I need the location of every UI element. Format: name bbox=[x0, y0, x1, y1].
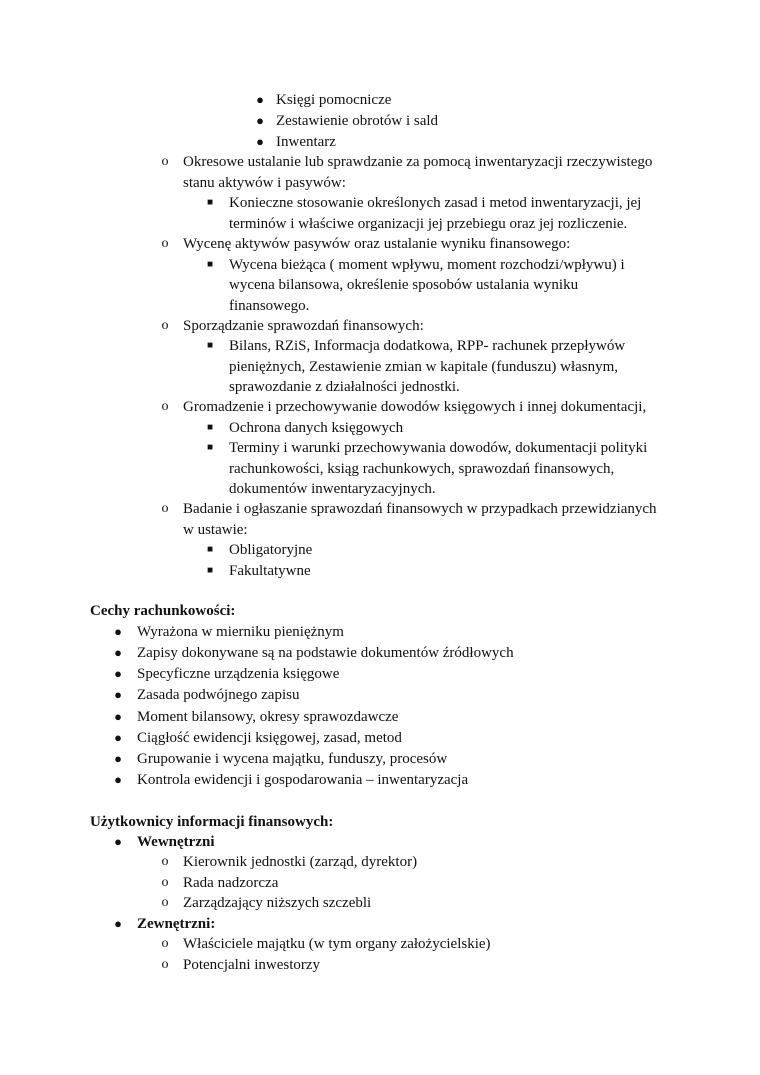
bullet-dot-icon: ● bbox=[114, 645, 122, 660]
list-item: Sporządzanie sprawozdań finansowych: bbox=[183, 318, 424, 334]
bullet-dot-icon: ● bbox=[114, 687, 122, 702]
bullet-dot-icon: ● bbox=[256, 134, 264, 149]
bullet-square-icon: ■ bbox=[206, 544, 214, 555]
bullet-circle-icon: o bbox=[161, 399, 169, 414]
bullet-circle-icon: o bbox=[161, 936, 169, 951]
list-item: Kierownik jednostki (zarząd, dyrektor) bbox=[183, 854, 418, 870]
bullet-circle-icon: o bbox=[161, 957, 169, 972]
list-item: finansowego. bbox=[229, 298, 310, 314]
bullet-square-icon: ■ bbox=[206, 259, 214, 270]
bullet-square-icon: ■ bbox=[206, 442, 214, 453]
list-item: Grupowanie i wycena majątku, funduszy, procesów bbox=[137, 751, 448, 767]
list-item: Gromadzenie i przechowywanie dowodów księgowych i innej dokumentacji, bbox=[183, 399, 647, 415]
bullet-dot-icon: ● bbox=[114, 709, 122, 724]
list-item: Obligatoryjne bbox=[229, 542, 313, 558]
bullet-dot-icon: ● bbox=[256, 113, 264, 128]
list-item: Specyficzne urządzenia księgowe bbox=[137, 666, 340, 682]
bullet-circle-icon: o bbox=[161, 854, 169, 869]
list-item: Konieczne stosowanie określonych zasad i metod inwentaryzacji, jej bbox=[229, 195, 642, 211]
list-item: Okresowe ustalanie lub sprawdzanie za pomocą inwentaryzacji rzeczywistego bbox=[183, 154, 653, 170]
list-item: Zestawienie obrotów i sald bbox=[276, 113, 439, 129]
bullet-square-icon: ■ bbox=[206, 422, 214, 433]
bullet-square-icon: ■ bbox=[206, 565, 214, 576]
bullet-dot-icon: ● bbox=[114, 916, 122, 931]
list-item: sprawozdanie z działalności jednostki. bbox=[229, 379, 460, 395]
list-item: Badanie i ogłaszanie sprawozdań finansowych w przypadkach przewidzianych bbox=[183, 501, 657, 517]
list-item: Rada nadzorcza bbox=[183, 875, 279, 891]
list-item: Fakultatywne bbox=[229, 563, 311, 579]
list-item: w ustawie: bbox=[183, 522, 248, 538]
bullet-dot-icon: ● bbox=[114, 751, 122, 766]
list-item: Zarządzający niższych szczebli bbox=[183, 895, 372, 911]
group-label: Wewnętrzni bbox=[137, 834, 215, 850]
bullet-dot-icon: ● bbox=[114, 730, 122, 745]
bullet-circle-icon: o bbox=[161, 236, 169, 251]
bullet-circle-icon: o bbox=[161, 318, 169, 333]
list-item: terminów i właściwe organizacji jej przebiegu oraz jej rozliczenie. bbox=[229, 216, 628, 232]
list-item: Wycenę aktywów pasywów oraz ustalanie wyniku finansowego: bbox=[183, 236, 571, 252]
bullet-circle-icon: o bbox=[161, 895, 169, 910]
bullet-square-icon: ■ bbox=[206, 197, 214, 208]
list-item: Ciągłość ewidencji księgowej, zasad, metod bbox=[137, 730, 402, 746]
list-item: Właściciele majątku (w tym organy założycielskie) bbox=[183, 936, 491, 952]
list-item: Moment bilansowy, okresy sprawozdawcze bbox=[137, 709, 399, 725]
list-item: Księgi pomocnicze bbox=[276, 92, 392, 108]
list-item: Inwentarz bbox=[276, 134, 336, 150]
bullet-dot-icon: ● bbox=[256, 92, 264, 107]
bullet-circle-icon: o bbox=[161, 501, 169, 516]
group-label: Zewnętrzni: bbox=[137, 916, 216, 932]
list-item: Potencjalni inwestorzy bbox=[183, 957, 321, 973]
section-heading-cechy: Cechy rachunkowości: bbox=[90, 603, 236, 619]
bullet-square-icon: ■ bbox=[206, 340, 214, 351]
bullet-dot-icon: ● bbox=[114, 772, 122, 787]
list-item: dokumentów inwentaryzacyjnych. bbox=[229, 481, 436, 497]
bullet-dot-icon: ● bbox=[114, 666, 122, 681]
bullet-circle-icon: o bbox=[161, 154, 169, 169]
list-item: Terminy i warunki przechowywania dowodów, dokumentacji polityki bbox=[229, 440, 648, 456]
list-item: Wycena bieżąca ( moment wpływu, moment rozchodzi/wpływu) i bbox=[229, 257, 625, 273]
list-item: stanu aktywów i pasywów: bbox=[183, 175, 346, 191]
bullet-dot-icon: ● bbox=[114, 624, 122, 639]
list-item: rachunkowości, ksiąg rachunkowych, sprawozdań finansowych, bbox=[229, 461, 615, 477]
bullet-dot-icon: ● bbox=[114, 834, 122, 849]
list-item: Kontrola ewidencji i gospodarowania – inwentaryzacja bbox=[137, 772, 469, 788]
list-item: pieniężnych, Zestawienie zmian w kapitale (funduszu) własnym, bbox=[229, 359, 619, 375]
list-item: Zapisy dokonywane są na podstawie dokumentów źródłowych bbox=[137, 645, 514, 661]
list-item: wycena bilansowa, określenie sposobów ustalania wyniku bbox=[229, 277, 579, 293]
list-item: Wyrażona w mierniku pieniężnym bbox=[137, 624, 344, 640]
list-item: Ochrona danych księgowych bbox=[229, 420, 404, 436]
section-heading-users: Użytkownicy informacji finansowych: bbox=[90, 814, 334, 830]
list-item: Zasada podwójnego zapisu bbox=[137, 687, 300, 703]
bullet-circle-icon: o bbox=[161, 875, 169, 890]
list-item: Bilans, RZiS, Informacja dodatkowa, RPP- rachunek przepływów bbox=[229, 338, 626, 354]
